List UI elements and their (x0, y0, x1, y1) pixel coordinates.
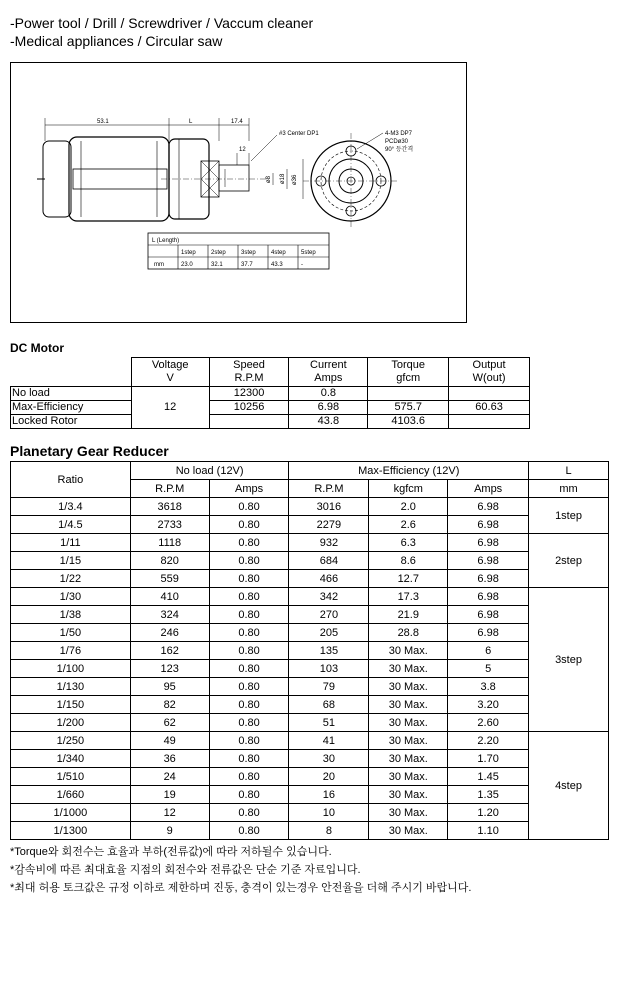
gear-cell: 3.8 (448, 678, 529, 696)
gear-cell: 410 (130, 588, 209, 606)
gear-cell: 6.98 (448, 570, 529, 588)
gear-cell: 28.8 (369, 624, 448, 642)
gear-table-row (11, 678, 609, 696)
gear-cell: 51 (289, 714, 369, 732)
dc-header-torque: Torque gfcm (368, 358, 449, 387)
dim-angle-label: 90° 등간격 (385, 147, 414, 153)
gear-table-body (11, 498, 609, 840)
dc-header-current: Current Amps (289, 358, 368, 387)
gear-cell: 82 (130, 696, 209, 714)
gear-table-row (11, 750, 609, 768)
l-length-table (148, 233, 329, 269)
dim-center-label: #3 Center DP1 (279, 131, 319, 137)
gear-cell: 2279 (289, 516, 369, 534)
gear-step-cell: 1step (529, 498, 609, 534)
dim-dia-mid: ø18 (280, 173, 286, 184)
gear-cell: 49 (130, 732, 209, 750)
gear-cell: 1/30 (11, 588, 131, 606)
gear-cell: 2.0 (369, 498, 448, 516)
gear-cell: 79 (289, 678, 369, 696)
gear-cell: 932 (289, 534, 369, 552)
dim-shaft-inner-label: 12 (239, 147, 246, 153)
gear-header-ratio: Ratio (11, 462, 131, 498)
gear-cell: 62 (130, 714, 209, 732)
dc-header-speed: Speed R.P.M (209, 358, 289, 387)
gear-cell: 1/1300 (11, 822, 131, 840)
gear-cell: 6.98 (448, 498, 529, 516)
gear-table-row (11, 804, 609, 822)
l-table-v4: 43.3 (271, 262, 283, 268)
gear-table-row (11, 498, 609, 516)
dc-voltage-value: 12 (131, 387, 209, 429)
dc-row-noload: No load 12 12300 0.8 (11, 387, 530, 401)
intro-line-2: -Medical appliances / Circular saw (10, 33, 223, 49)
dc-row-maxeff: Max-Efficiency 10256 6.98 575.7 60.63 (11, 401, 530, 415)
gear-table-row (11, 642, 609, 660)
gear-cell: 0.80 (209, 750, 289, 768)
gear-step-cell: 2step (529, 534, 609, 588)
gear-cell: 1/3.4 (11, 498, 131, 516)
dim-body-label: 53.1 (97, 119, 109, 125)
gear-cell: 0.80 (209, 534, 289, 552)
gear-cell: 8.6 (369, 552, 448, 570)
gear-cell: 1/1000 (11, 804, 131, 822)
gear-cell: 10 (289, 804, 369, 822)
gear-cell: 103 (289, 660, 369, 678)
gear-cell: 466 (289, 570, 369, 588)
gear-cell: 342 (289, 588, 369, 606)
gear-cell: 270 (289, 606, 369, 624)
gear-cell: 1/50 (11, 624, 131, 642)
gear-reducer-title: Planetary Gear Reducer (10, 443, 169, 459)
gear-cell: 6.98 (448, 606, 529, 624)
gear-cell: 0.80 (209, 732, 289, 750)
dim-dia-small: ø8 (266, 175, 272, 183)
gear-cell: 16 (289, 786, 369, 804)
gear-cell: 0.80 (209, 570, 289, 588)
gear-table-row (11, 570, 609, 588)
gear-table-row (11, 696, 609, 714)
l-table-h2: 2step (211, 250, 226, 256)
gear-cell: 6.98 (448, 516, 529, 534)
gear-cell: 36 (130, 750, 209, 768)
gear-cell: 1.10 (448, 822, 529, 840)
gear-cell: 559 (130, 570, 209, 588)
gear-header-l: L (529, 462, 609, 480)
gear-table-row (11, 624, 609, 642)
gear-table-row (11, 822, 609, 840)
l-table-v5: - (301, 262, 303, 268)
gear-cell: 30 Max. (369, 714, 448, 732)
gear-cell: 0.80 (209, 804, 289, 822)
gear-cell: 0.80 (209, 786, 289, 804)
gear-cell: 3618 (130, 498, 209, 516)
gear-cell: 1118 (130, 534, 209, 552)
gear-cell: 6.98 (448, 588, 529, 606)
gear-cell: 205 (289, 624, 369, 642)
gear-cell: 1.20 (448, 804, 529, 822)
gear-cell: 68 (289, 696, 369, 714)
gear-cell: 1/22 (11, 570, 131, 588)
gear-cell: 1/130 (11, 678, 131, 696)
gear-cell: 17.3 (369, 588, 448, 606)
gear-cell: 12.7 (369, 570, 448, 588)
gear-cell: 1/100 (11, 660, 131, 678)
l-table-unit: mm (154, 262, 164, 268)
dc-header-output: Output W(out) (449, 358, 530, 387)
gear-header-row (11, 462, 609, 480)
l-table-h1: 1step (181, 250, 196, 256)
gear-cell: 0.80 (209, 642, 289, 660)
l-table-v2: 32.1 (211, 262, 223, 268)
l-table-h3: 3step (241, 250, 256, 256)
intro-line-1: -Power tool / Drill / Screwdriver / Vaccum cleaner (10, 15, 314, 31)
drawing-svg (11, 63, 468, 324)
gear-cell: 6.98 (448, 534, 529, 552)
gear-cell: 30 Max. (369, 660, 448, 678)
gear-cell: 1/15 (11, 552, 131, 570)
notes (10, 843, 471, 897)
l-table-title: L (Length) (152, 238, 180, 244)
gear-table-row (11, 516, 609, 534)
gear-cell: 1/11 (11, 534, 131, 552)
gear-table-row (11, 606, 609, 624)
gear-cell: 1/150 (11, 696, 131, 714)
gear-cell: 0.80 (209, 624, 289, 642)
gear-table-row (11, 714, 609, 732)
gear-cell: 30 Max. (369, 822, 448, 840)
gear-cell: 1/250 (11, 732, 131, 750)
gear-cell: 1.45 (448, 768, 529, 786)
gear-cell: 20 (289, 768, 369, 786)
gear-table-row (11, 732, 609, 750)
gear-table-row (11, 534, 609, 552)
gear-cell: 1/76 (11, 642, 131, 660)
gear-table-row (11, 588, 609, 606)
l-table-v1: 23.0 (181, 262, 193, 268)
gear-cell: 1.70 (448, 750, 529, 768)
gear-cell: 12 (130, 804, 209, 822)
gear-cell: 1/38 (11, 606, 131, 624)
gear-cell: 0.80 (209, 588, 289, 606)
gear-cell: 0.80 (209, 714, 289, 732)
gear-cell: 0.80 (209, 822, 289, 840)
gear-cell: 0.80 (209, 678, 289, 696)
technical-drawing (10, 62, 467, 323)
gear-cell: 30 Max. (369, 696, 448, 714)
note-1: *Torque와 회전수는 효율과 부하(전류값)에 따라 저하될수 있습니다. (10, 846, 332, 858)
gear-cell: 2.60 (448, 714, 529, 732)
gear-cell: 95 (130, 678, 209, 696)
gear-cell: 1/200 (11, 714, 131, 732)
gear-cell: 246 (130, 624, 209, 642)
gear-cell: 30 Max. (369, 750, 448, 768)
gear-table-row (11, 660, 609, 678)
gear-cell: 684 (289, 552, 369, 570)
dim-pcd-label: PCDø30 (385, 139, 409, 145)
gear-cell: 30 Max. (369, 768, 448, 786)
gear-cell: 820 (130, 552, 209, 570)
gear-cell: 3.20 (448, 696, 529, 714)
gear-cell: 1/4.5 (11, 516, 131, 534)
gear-cell: 2733 (130, 516, 209, 534)
gear-cell: 24 (130, 768, 209, 786)
gear-step-cell: 4step (529, 732, 609, 840)
gear-cell: 9 (130, 822, 209, 840)
gear-step-cell: 3step (529, 588, 609, 732)
dc-header-voltage: Voltage V (131, 358, 209, 387)
gear-cell: 324 (130, 606, 209, 624)
gear-cell: 30 Max. (369, 642, 448, 660)
gear-cell: 30 Max. (369, 732, 448, 750)
gear-table-row (11, 768, 609, 786)
gear-cell: 0.80 (209, 498, 289, 516)
gear-cell: 5 (448, 660, 529, 678)
gear-cell: 2.6 (369, 516, 448, 534)
l-table-h5: 5step (301, 250, 316, 256)
gear-cell: 6.98 (448, 624, 529, 642)
l-table-v3: 37.7 (241, 262, 253, 268)
gear-cell: 21.9 (369, 606, 448, 624)
gear-cell: 0.80 (209, 606, 289, 624)
dc-row-locked: Locked Rotor 43.8 4103.6 (11, 415, 530, 429)
gear-cell: 6 (448, 642, 529, 660)
l-table-h4: 4step (271, 250, 286, 256)
gear-cell: 162 (130, 642, 209, 660)
gear-table-row (11, 552, 609, 570)
gear-cell: 0.80 (209, 552, 289, 570)
gear-reducer-table (10, 461, 609, 840)
gear-cell: 1/510 (11, 768, 131, 786)
dc-motor-title: DC Motor (10, 341, 64, 355)
gear-table-row (11, 786, 609, 804)
gear-cell: 41 (289, 732, 369, 750)
gear-cell: 123 (130, 660, 209, 678)
gear-cell: 0.80 (209, 516, 289, 534)
gear-cell: 0.80 (209, 660, 289, 678)
gear-cell: 1/660 (11, 786, 131, 804)
gear-header-maxeff: Max-Efficiency (12V) (289, 462, 529, 480)
gear-cell: 8 (289, 822, 369, 840)
gear-cell: 6.3 (369, 534, 448, 552)
gear-cell: 0.80 (209, 696, 289, 714)
note-2: *감속비에 따른 최대효율 지점의 회전수와 전류값은 단순 기준 자료입니다. (10, 864, 361, 876)
intro-text (10, 14, 313, 50)
dim-holes-label: 4-M3 DP7 (385, 131, 413, 137)
gear-cell: 30 Max. (369, 678, 448, 696)
gear-cell: 1.35 (448, 786, 529, 804)
gear-cell: 30 Max. (369, 804, 448, 822)
gear-cell: 6.98 (448, 552, 529, 570)
gear-header-noload: No load (12V) (130, 462, 289, 480)
gear-cell: 30 Max. (369, 786, 448, 804)
dim-l-label: L (189, 119, 193, 125)
gear-cell: 30 (289, 750, 369, 768)
gear-cell: 19 (130, 786, 209, 804)
note-3: *최대 허용 토크값은 규정 이하로 제한하며 진동, 충격이 있는경우 안전율을 더해 주시기 바랍니다. (10, 882, 472, 894)
gear-subheader-row: R.P.M Amps R.P.M kgfcm Amps mm (11, 480, 609, 498)
gear-cell: 3016 (289, 498, 369, 516)
dim-shaft-label: 17.4 (231, 119, 243, 125)
dim-dia-big: ø36 (292, 174, 298, 185)
dc-header-row (11, 358, 530, 387)
gear-cell: 1/340 (11, 750, 131, 768)
dc-motor-table (10, 357, 530, 429)
gear-cell: 2.20 (448, 732, 529, 750)
gear-cell: 135 (289, 642, 369, 660)
gear-cell: 0.80 (209, 768, 289, 786)
